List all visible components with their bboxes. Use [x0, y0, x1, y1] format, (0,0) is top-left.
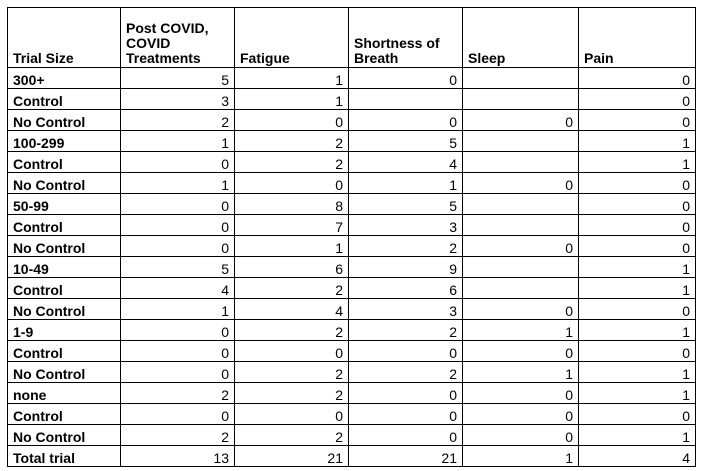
- row-label: Total trial: [8, 446, 121, 467]
- shortness-of-breath-cell: 0: [349, 341, 463, 362]
- header-row: [8, 8, 696, 68]
- table-row: [8, 299, 696, 320]
- shortness-of-breath-cell: 3: [349, 215, 463, 236]
- sleep-cell: [463, 152, 579, 173]
- post-covid-cell: 2: [121, 383, 235, 404]
- header-fatigue: Fatigue: [235, 8, 349, 68]
- table-row: [8, 383, 696, 404]
- fatigue-cell: 1: [235, 68, 349, 89]
- sleep-cell: 1: [463, 320, 579, 341]
- sleep-cell: [463, 194, 579, 215]
- row-label: 100-299: [8, 131, 121, 152]
- pain-cell: 1: [579, 383, 696, 404]
- shortness-of-breath-cell: 21: [349, 446, 463, 467]
- pain-cell: 0: [579, 173, 696, 194]
- post-covid-cell: 0: [121, 215, 235, 236]
- sleep-cell: 0: [463, 404, 579, 425]
- row-label: Control: [8, 89, 121, 110]
- fatigue-cell: 8: [235, 194, 349, 215]
- post-covid-cell: 2: [121, 425, 235, 446]
- shortness-of-breath-cell: 6: [349, 278, 463, 299]
- post-covid-cell: 1: [121, 299, 235, 320]
- table-row: [8, 89, 696, 110]
- table-row: [8, 404, 696, 425]
- sleep-cell: 0: [463, 110, 579, 131]
- fatigue-cell: 6: [235, 257, 349, 278]
- table-row: [8, 362, 696, 383]
- row-label: No Control: [8, 236, 121, 257]
- fatigue-cell: 0: [235, 341, 349, 362]
- pain-cell: 1: [579, 320, 696, 341]
- table-row: [8, 152, 696, 173]
- trial-size-table: [7, 7, 696, 467]
- row-label: No Control: [8, 110, 121, 131]
- pain-cell: 1: [579, 425, 696, 446]
- pain-cell: 0: [579, 236, 696, 257]
- fatigue-cell: 2: [235, 383, 349, 404]
- sleep-cell: [463, 278, 579, 299]
- sleep-cell: 0: [463, 236, 579, 257]
- row-label: No Control: [8, 299, 121, 320]
- post-covid-cell: 0: [121, 152, 235, 173]
- sleep-cell: [463, 89, 579, 110]
- row-label: 300+: [8, 68, 121, 89]
- fatigue-cell: 0: [235, 110, 349, 131]
- pain-cell: 4: [579, 446, 696, 467]
- header-pain: Pain: [579, 8, 696, 68]
- table-row: [8, 236, 696, 257]
- row-label: No Control: [8, 425, 121, 446]
- fatigue-cell: 2: [235, 152, 349, 173]
- row-label: No Control: [8, 173, 121, 194]
- fatigue-cell: 0: [235, 404, 349, 425]
- shortness-of-breath-cell: 2: [349, 320, 463, 341]
- row-label: Control: [8, 341, 121, 362]
- fatigue-cell: 1: [235, 236, 349, 257]
- post-covid-cell: 5: [121, 257, 235, 278]
- post-covid-cell: 1: [121, 131, 235, 152]
- header-shortness-of-breath: Shortness of Breath: [349, 8, 463, 68]
- post-covid-cell: 5: [121, 68, 235, 89]
- shortness-of-breath-cell: 4: [349, 152, 463, 173]
- row-label: none: [8, 383, 121, 404]
- sleep-cell: [463, 131, 579, 152]
- pain-cell: 1: [579, 131, 696, 152]
- fatigue-cell: 7: [235, 215, 349, 236]
- shortness-of-breath-cell: 0: [349, 404, 463, 425]
- pain-cell: 0: [579, 68, 696, 89]
- row-label: Control: [8, 215, 121, 236]
- sleep-cell: 0: [463, 299, 579, 320]
- header-trial-size: Trial Size: [8, 8, 121, 68]
- header-sleep: Sleep: [463, 8, 579, 68]
- pain-cell: 1: [579, 278, 696, 299]
- sleep-cell: [463, 215, 579, 236]
- shortness-of-breath-cell: 0: [349, 110, 463, 131]
- row-label: Control: [8, 152, 121, 173]
- fatigue-cell: 2: [235, 320, 349, 341]
- fatigue-cell: 2: [235, 278, 349, 299]
- pain-cell: 0: [579, 194, 696, 215]
- post-covid-cell: 0: [121, 362, 235, 383]
- pain-cell: 0: [579, 299, 696, 320]
- pain-cell: 0: [579, 110, 696, 131]
- table-row: [8, 446, 696, 467]
- post-covid-cell: 0: [121, 236, 235, 257]
- table-row: [8, 131, 696, 152]
- post-covid-cell: 2: [121, 110, 235, 131]
- shortness-of-breath-cell: 9: [349, 257, 463, 278]
- table-row: [8, 194, 696, 215]
- table-row: [8, 425, 696, 446]
- table-row: [8, 110, 696, 131]
- fatigue-cell: 4: [235, 299, 349, 320]
- shortness-of-breath-cell: [349, 89, 463, 110]
- shortness-of-breath-cell: 2: [349, 362, 463, 383]
- shortness-of-breath-cell: 5: [349, 131, 463, 152]
- post-covid-cell: 0: [121, 194, 235, 215]
- pain-cell: 0: [579, 404, 696, 425]
- row-label: No Control: [8, 362, 121, 383]
- shortness-of-breath-cell: 3: [349, 299, 463, 320]
- post-covid-cell: 0: [121, 320, 235, 341]
- table-row: [8, 68, 696, 89]
- sleep-cell: 0: [463, 383, 579, 404]
- sleep-cell: 0: [463, 173, 579, 194]
- fatigue-cell: 21: [235, 446, 349, 467]
- pain-cell: 1: [579, 152, 696, 173]
- pain-cell: 0: [579, 215, 696, 236]
- fatigue-cell: 2: [235, 362, 349, 383]
- row-label: Control: [8, 404, 121, 425]
- row-label: 50-99: [8, 194, 121, 215]
- sleep-cell: 0: [463, 341, 579, 362]
- table-row: [8, 215, 696, 236]
- header-post-covid-treatments: Post COVID, COVID Treatments: [121, 8, 235, 68]
- table-header: [8, 8, 696, 68]
- sleep-cell: 0: [463, 425, 579, 446]
- row-label: Control: [8, 278, 121, 299]
- shortness-of-breath-cell: 0: [349, 383, 463, 404]
- fatigue-cell: 1: [235, 89, 349, 110]
- table-row: [8, 257, 696, 278]
- shortness-of-breath-cell: 5: [349, 194, 463, 215]
- shortness-of-breath-cell: 0: [349, 425, 463, 446]
- pain-cell: 1: [579, 362, 696, 383]
- post-covid-cell: 0: [121, 341, 235, 362]
- post-covid-cell: 13: [121, 446, 235, 467]
- sleep-cell: 1: [463, 446, 579, 467]
- sleep-cell: [463, 257, 579, 278]
- row-label: 10-49: [8, 257, 121, 278]
- shortness-of-breath-cell: 2: [349, 236, 463, 257]
- post-covid-cell: 0: [121, 404, 235, 425]
- pain-cell: 1: [579, 257, 696, 278]
- table-row: [8, 320, 696, 341]
- pain-cell: 0: [579, 89, 696, 110]
- fatigue-cell: 0: [235, 173, 349, 194]
- table-body: [8, 68, 696, 467]
- table-row: [8, 173, 696, 194]
- shortness-of-breath-cell: 1: [349, 173, 463, 194]
- post-covid-cell: 4: [121, 278, 235, 299]
- post-covid-cell: 3: [121, 89, 235, 110]
- sleep-cell: 1: [463, 362, 579, 383]
- sleep-cell: [463, 68, 579, 89]
- pain-cell: 0: [579, 341, 696, 362]
- shortness-of-breath-cell: 0: [349, 68, 463, 89]
- fatigue-cell: 2: [235, 425, 349, 446]
- table-row: [8, 278, 696, 299]
- table-row: [8, 341, 696, 362]
- row-label: 1-9: [8, 320, 121, 341]
- post-covid-cell: 1: [121, 173, 235, 194]
- fatigue-cell: 2: [235, 131, 349, 152]
